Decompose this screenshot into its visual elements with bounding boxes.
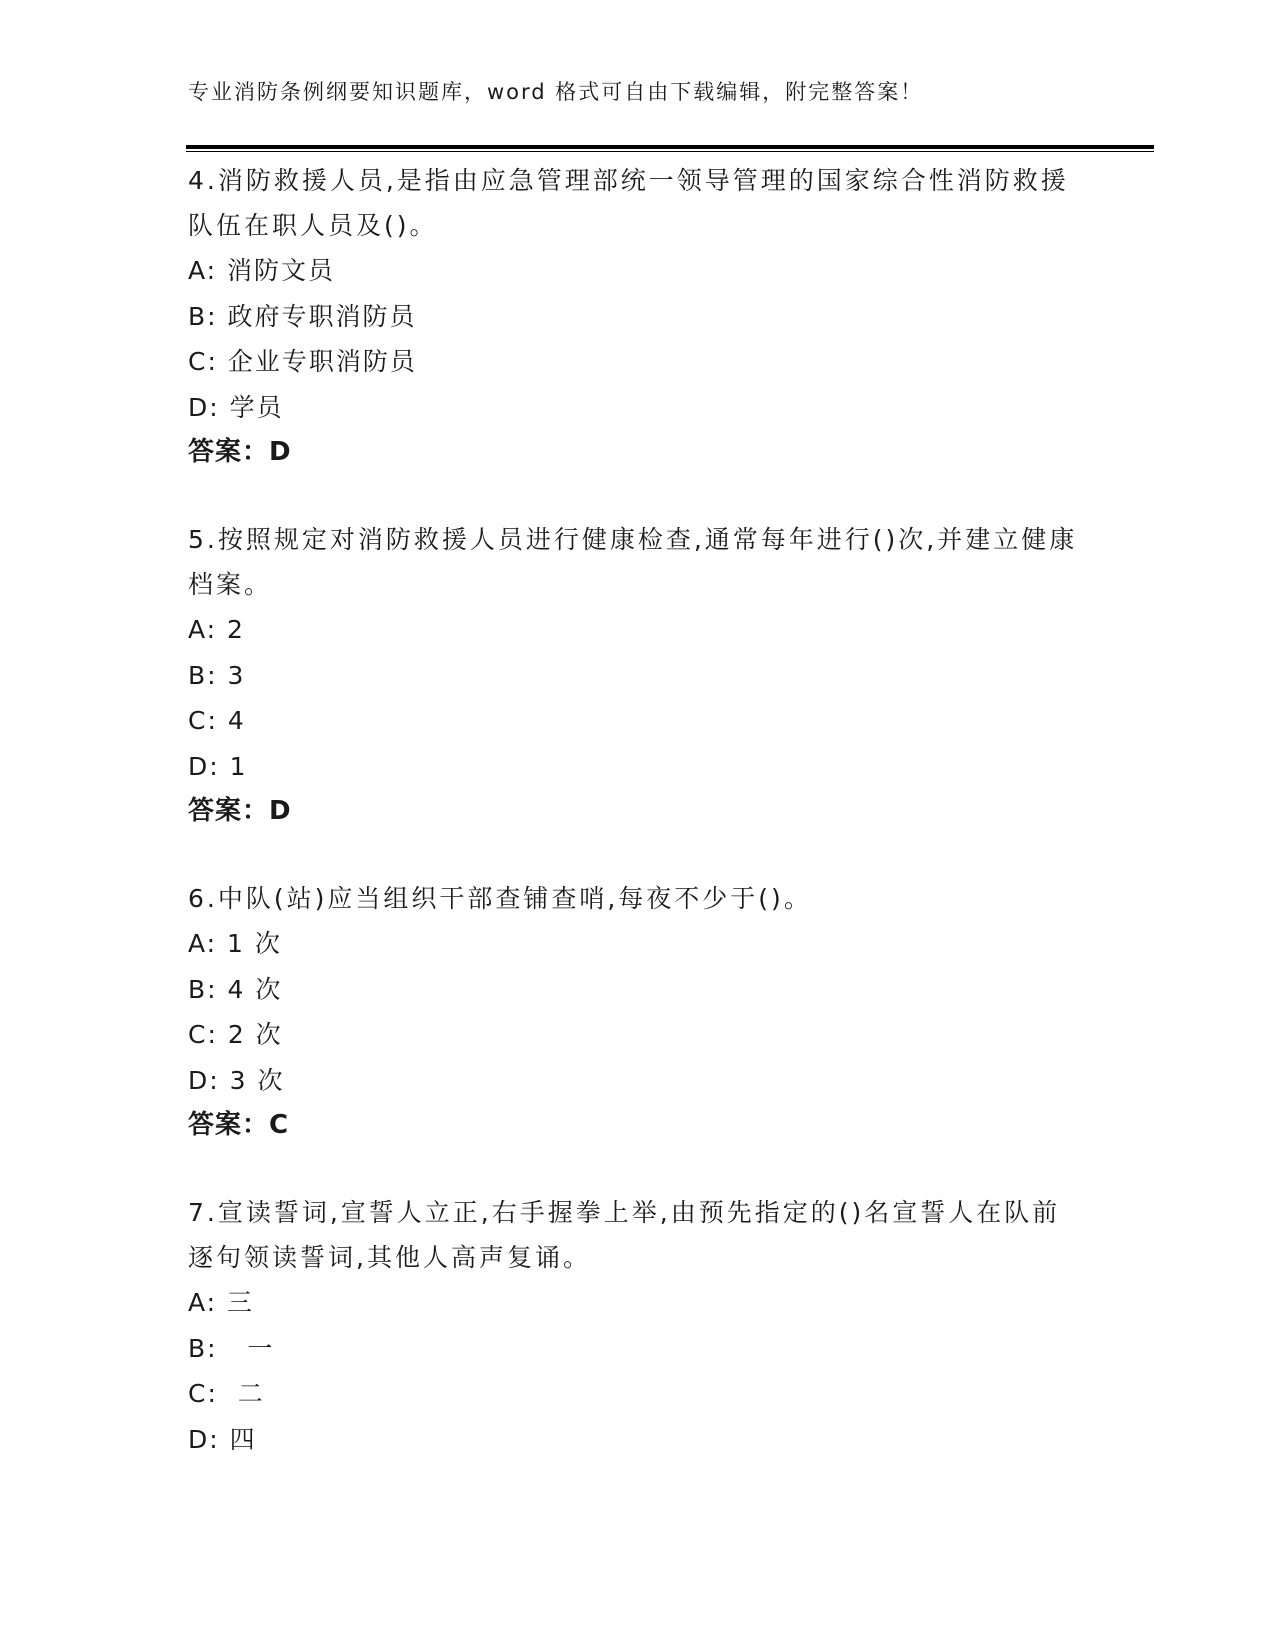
option-d: D: 学员 xyxy=(188,392,284,422)
option-a: A: 消防文员 xyxy=(188,256,336,285)
option-a: A: 2 xyxy=(188,615,245,644)
question-stem: 7.宣读誓词,宣誓人立正,右手握拳上举,由预先指定的()名宣誓人在队前逐句领读誓词,其他人高声复诵。 xyxy=(188,1198,1061,1272)
header-divider-thick xyxy=(186,145,1154,149)
option-d: D: 四 xyxy=(188,1424,257,1454)
question-7 xyxy=(188,1190,1088,1462)
option-b: B: 政府专职消防员 xyxy=(188,301,417,331)
answer-line: 答案：C xyxy=(188,1110,290,1140)
answer-line: 答案：D xyxy=(188,796,292,826)
header-divider-thin xyxy=(186,151,1154,152)
option-c: C: 2 次 xyxy=(188,1020,283,1049)
option-d: D: 3 次 xyxy=(188,1065,285,1095)
option-b: B: 一 xyxy=(188,1333,275,1363)
option-b: B: 4 次 xyxy=(188,974,283,1004)
question-stem: 6.中队(站)应当组织干部查铺查哨,每夜不少于()。 xyxy=(188,884,812,913)
option-a: A: 三 xyxy=(188,1288,255,1317)
option-b: B: 3 xyxy=(188,660,246,690)
question-6 xyxy=(188,876,1088,1148)
option-c: C: 企业专职消防员 xyxy=(188,347,417,376)
option-c: C: 4 xyxy=(188,706,246,735)
question-list xyxy=(188,158,1088,1504)
question-4 xyxy=(188,158,1088,475)
option-a: A: 1 次 xyxy=(188,929,282,958)
page-header: 专业消防条例纲要知识题库，word 格式可自由下载编辑，附完整答案！ xyxy=(188,80,924,104)
option-d: D: 1 xyxy=(188,751,248,781)
question-stem: 5.按照规定对消防救援人员进行健康检查,通常每年进行()次,并建立健康档案。 xyxy=(188,525,1078,599)
answer-line: 答案：D xyxy=(188,437,292,467)
option-c: C: 二 xyxy=(188,1379,265,1408)
question-5 xyxy=(188,517,1088,834)
question-stem: 4.消防救援人员,是指由应急管理部统一领导管理的国家综合性消防救援队伍在职人员及()。 xyxy=(188,166,1069,240)
